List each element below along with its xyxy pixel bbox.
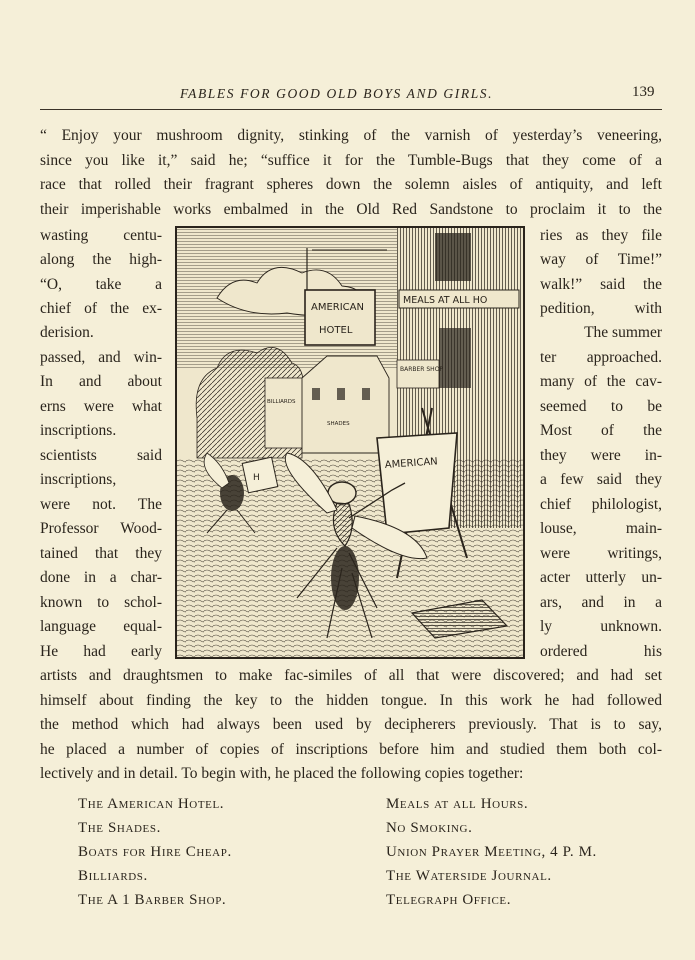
barber-sign [397,360,439,388]
inscription-item: The American Hotel. [78,796,225,812]
right-column-line: many of the cav- [540,373,662,390]
illustration-drawing [177,228,523,657]
shades-window [337,388,345,400]
left-column-line: erns were what [40,398,162,415]
right-column-line: seemed to be [540,398,662,415]
right-column-line: louse, main- [540,520,662,537]
body-line: lectively and in detail. To begin with, he placed the following copies together: [40,765,524,782]
left-column-line: scientists said [40,447,162,464]
right-column-line: ars, and in a [540,594,662,611]
shades-sign-text: SHADES [327,421,350,427]
shades-building [302,356,389,453]
inscription-list-left [78,792,232,912]
left-column-line: He had early [40,643,162,660]
right-column-line: were writings, [540,545,662,562]
inscription-item: No Smoking. [386,820,473,836]
body-line: since you like it,” said he; “suffice it for the Tumble-Bugs that they come of a [40,152,662,169]
body-line: the method which had always been used by decipherers previously. That is to say, [40,716,662,733]
hotel-sign-line1: AMERICAN [311,302,364,313]
right-column-line: Most of the [540,422,662,439]
left-column-line: chief of the ex- [40,300,162,317]
inscription-item: Billiards. [78,868,148,884]
right-column-line: they were in- [540,447,662,464]
right-column-line: chief philologist, [540,496,662,513]
inscription-item: Meals at all Hours. [386,796,529,812]
inscription-item: Telegraph Office. [386,892,512,908]
body-line: artists and draughtsmen to make fac-similes of all that were discovered; and had set [40,667,662,684]
hotel-sign-line2: HOTEL [319,325,353,336]
billiards-building [265,378,305,448]
small-sign-text: H [253,473,260,483]
body-line: himself about finding the key to the hidden tongue. In this work he had followed [40,692,662,709]
building-window [435,233,471,281]
right-column-line: pedition, with [540,300,662,317]
barber-sign-text: BARBER SHOP [400,366,444,373]
inscription-item: The A 1 Barber Shop. [78,892,227,908]
billiards-sign-text: BILLIARDS [267,399,296,405]
inscription-item: The Waterside Journal. [386,868,552,884]
left-column-line: language equal- [40,618,162,635]
header-rule [40,109,662,110]
right-column-line: walk!” said the [540,276,662,293]
right-column-line: ordered his [540,643,662,660]
right-column-line: a few said they [540,471,662,488]
body-line: “ Enjoy your mushroom dignity, stinking of the varnish of yesterday’s veneering, [40,127,662,144]
right-column-line: acter utterly un- [540,569,662,586]
inscription-list-right [386,792,597,912]
right-column-line: way of Time!” [540,251,662,268]
building-doorway [439,328,471,388]
small-insect-sign [242,457,278,493]
easel-canvas [377,433,457,534]
left-column-line: known to schol- [40,594,162,611]
left-column-line: In and about [40,373,162,390]
right-column-line: ly unknown. [540,618,662,635]
inscription-item: Boats for Hire Cheap. [78,844,232,860]
left-column-line: wasting centu- [40,227,162,244]
page-number: 139 [632,84,655,100]
hotel-sign [305,290,375,345]
right-column-line: ries as they file [540,227,662,244]
left-column-line: passed, and win- [40,349,162,366]
body-line: race that rolled their fragrant spheres down the solemn aisles of antiquity, and left [40,176,662,193]
inscription-item: The Shades. [78,820,161,836]
engraving-illustration [175,226,525,659]
left-column-line: inscriptions, [40,471,117,488]
right-column-line: The summer [584,324,662,341]
left-column-line: tained that they [40,545,162,562]
left-column-line: “O, take a [40,276,162,293]
meals-sign-text: MEALS AT ALL HO [403,295,488,306]
left-column-line: were not. The [40,496,162,513]
inscription-item: Union Prayer Meeting, 4 P. M. [386,844,597,860]
left-column-line: derision. [40,324,94,341]
running-header: FABLES FOR GOOD OLD BOYS AND GIRLS. [180,86,494,101]
right-column-line: ter approached. [540,349,662,366]
left-column-line: inscriptions. [40,422,117,439]
body-line: he placed a number of copies of inscriptions before him and studied them both col- [40,741,662,758]
left-column-line: done in a char- [40,569,162,586]
body-line: their imperishable works embalmed in the Old Red Sandstone to proclaim it to the [40,201,662,218]
easel-canvas-text: AMERICAN [384,456,439,471]
shades-window [362,388,370,400]
shades-window [312,388,320,400]
left-column-line: Professor Wood- [40,520,162,537]
left-column-line: along the high- [40,251,162,268]
